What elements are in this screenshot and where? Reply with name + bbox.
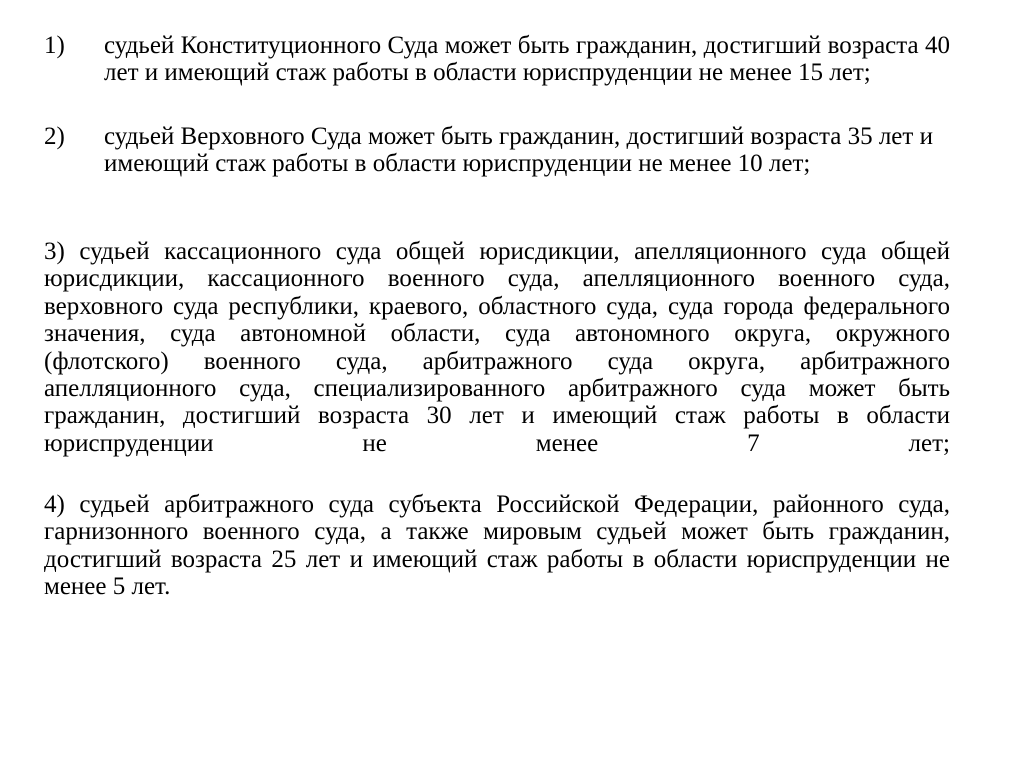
- paragraph-3: 3) судьей кассационного суда общей юрисдикции, апелляционного суда общей юрисдикции, кассационного военного суда, апелляционного военного суда, верховного суда республики, краевого, областного суда, суда города федерального значения, суда автономной области, суда автономного округа, окружного (флотского) военного суда, арбитражного суда округа, арбитражного апелляционного суда, специализированного арбитражного суда может быть гражданин, достигший возраста 30 лет и имеющий стаж работы в области юриспруденции не менее 7 лет;: [44, 238, 950, 457]
- list-item-text: судьей Конституционного Суда может быть гражданин, достигший возраста 40 лет и имеющий стаж работы в области юриспруденции не менее 15 лет;: [104, 32, 950, 86]
- list-item-2: [44, 123, 950, 177]
- list-item-1: [44, 32, 950, 86]
- list-item-number: 1): [44, 32, 65, 59]
- list-item-text: судьей Верховного Суда может быть гражданин, достигший возраста 35 лет и имеющий стаж работы в области юриспруденции не менее 10 лет;: [104, 123, 933, 177]
- paragraph-4: 4) судьей арбитражного суда субъекта Российской Федерации, районного суда, гарнизонного военного суда, а также мировым судьей может быть гражданин, достигший возраста 25 лет и имеющий стаж работы в области юриспруденции не менее 5 лет.: [44, 491, 950, 601]
- list-item-number: 2): [44, 123, 65, 150]
